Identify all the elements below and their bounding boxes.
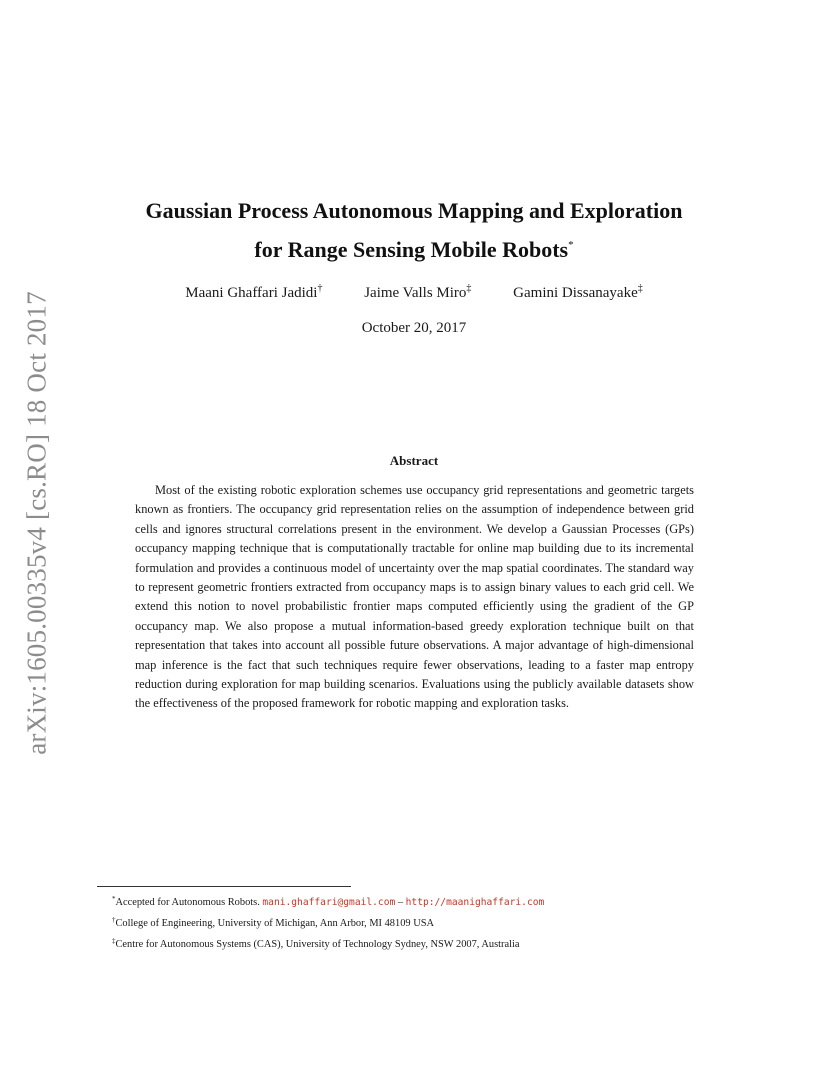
footnote-text: Accepted for Autonomous Robots. (115, 897, 263, 908)
author-affiliation-mark: ‡ (637, 283, 643, 294)
arxiv-id-text: arXiv:1605.00335v4 [cs.RO] 18 Oct 2017 (21, 291, 52, 755)
footnote-2 (112, 912, 752, 933)
footnote-mark: † (112, 915, 116, 924)
paper-title (0, 193, 828, 267)
author-affiliation-mark: ‡ (466, 283, 472, 294)
title-line-2 (0, 228, 828, 267)
footnote-1 (112, 891, 752, 912)
author-name: Jaime Valls Miro (364, 285, 467, 301)
author-1 (185, 283, 322, 302)
footnote-divider (97, 886, 351, 887)
author-2 (364, 283, 471, 302)
footnotes (112, 891, 752, 953)
footnote-text: College of Engineering, University of Michigan, Ann Arbor, MI 48109 USA (115, 917, 434, 929)
title-line-1: Gaussian Process Autonomous Mapping and Exploration (145, 198, 683, 223)
footnote-3 (112, 933, 752, 954)
title-footnote-mark: * (568, 239, 574, 251)
author-name: Gamini Dissanayake (513, 285, 638, 301)
footnote-mark: ‡ (112, 936, 116, 945)
email-link[interactable]: mani.ghaffari@gmail.com (262, 897, 396, 908)
author-name: Maani Ghaffari Jadidi (185, 285, 318, 301)
author-list (0, 283, 828, 302)
author-3 (513, 283, 643, 302)
footnote-separator: – (395, 897, 406, 908)
publication-date: October 20, 2017 (361, 320, 467, 336)
abstract-heading: Abstract (389, 453, 439, 468)
footnote-text: Centre for Autonomous Systems (CAS), University of Technology Sydney, NSW 2007, Australia (115, 938, 520, 950)
author-affiliation-mark: † (317, 283, 323, 294)
footnote-mark: * (112, 895, 116, 903)
homepage-link[interactable]: http://maanighaffari.com (405, 897, 545, 908)
title-line-2-text: for Range Sensing Mobile Robots (254, 237, 569, 262)
abstract-body: Most of the existing robotic exploration schemes use occupancy grid representations and geometric targets known as frontiers. The occupancy grid representation relies on the assumption of independence between grid cells and ignores structural correlations present in the environment. We develop a Gaussian Processes (GPs) occupancy mapping technique that is computationally tractable for online map building due to its incremental formulation and provides a continuous model of uncertainty over the map spatial coordinates. The standard way to represent geometric frontiers extracted from occupancy maps is to assign binary values to each grid cell. We extend this notion to novel probabilistic frontier maps computed efficiently using the gradient of the GP occupancy map. We also propose a mutual information-based greedy exploration technique built on that representation that takes into account all possible future observations. A major advantage of high-dimensional map inference is the fact that such techniques require fewer observations, leading to a faster map entropy reduction during exploration for map building scenarios. Evaluations using the publicly available datasets show the effectiveness of the proposed framework for robotic mapping and exploration tasks. (135, 483, 694, 711)
